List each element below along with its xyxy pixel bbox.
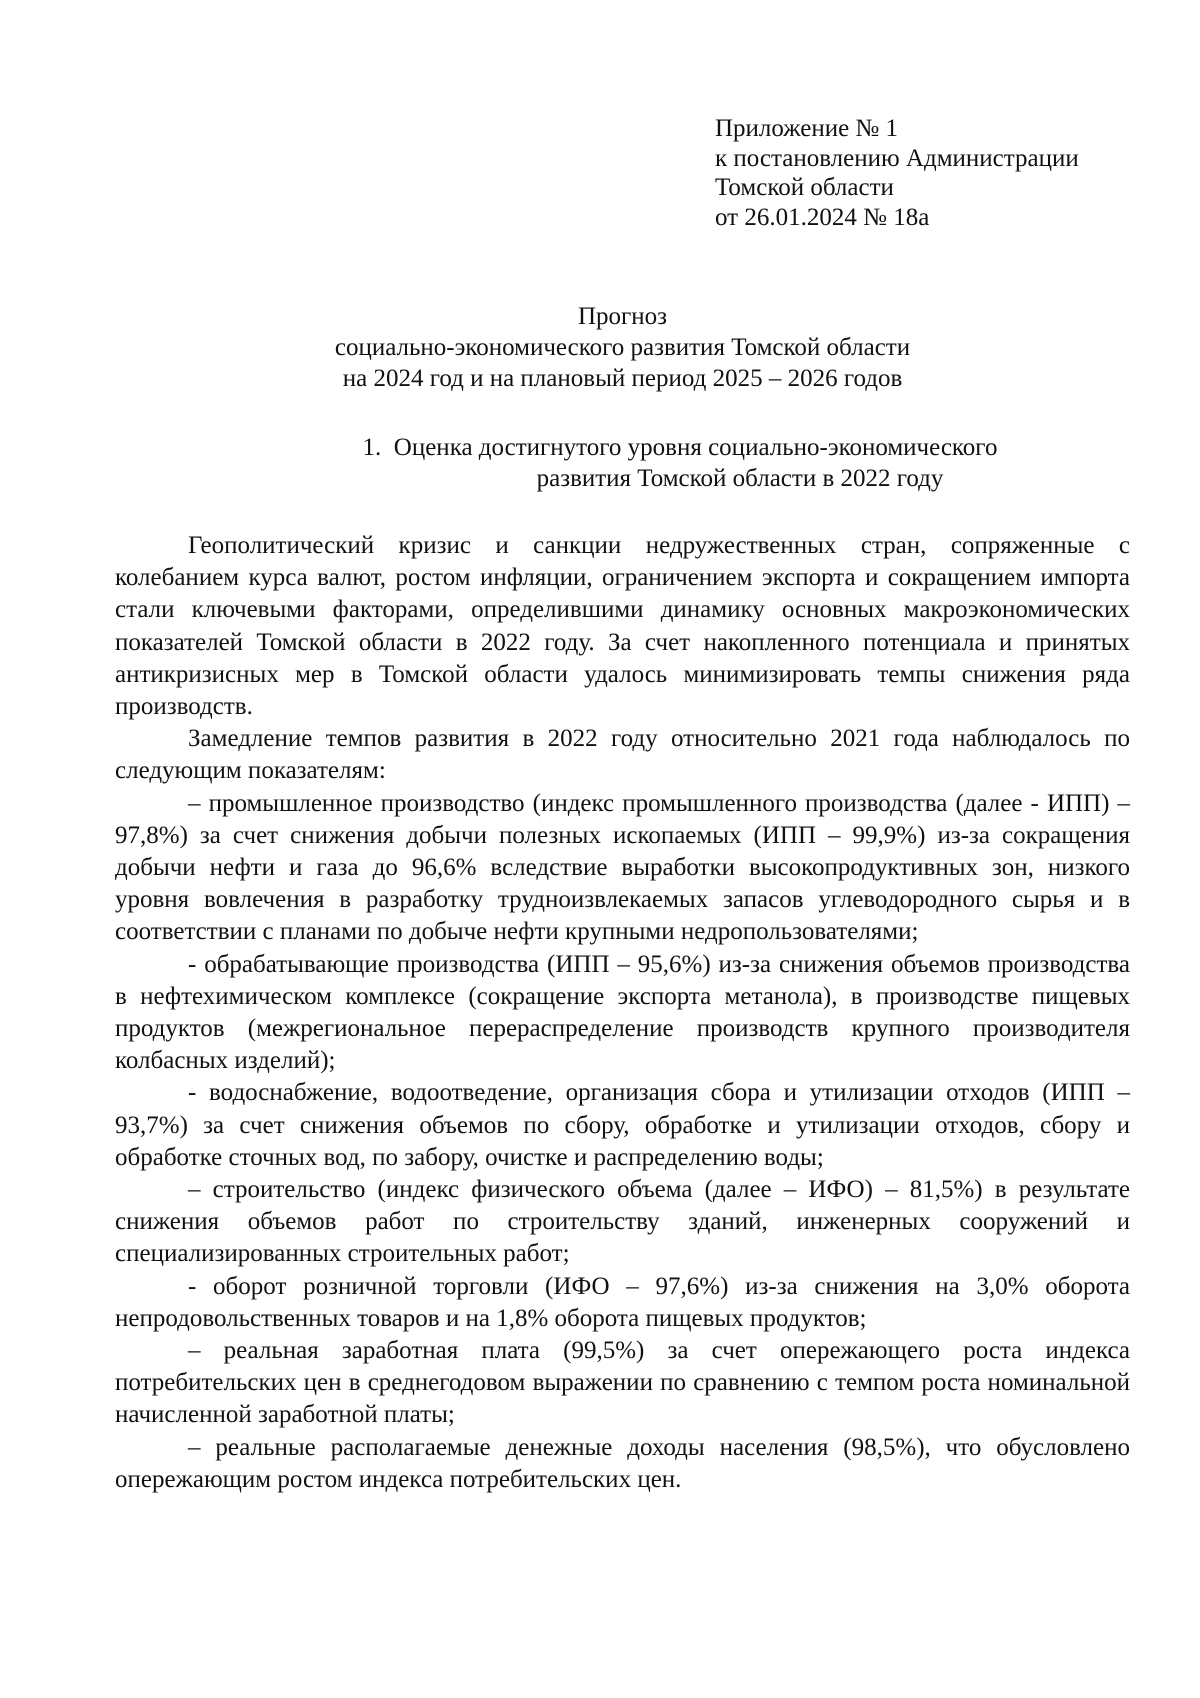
- attachment-line-3: Томской области: [715, 174, 894, 201]
- paragraph: Геополитический кризис и санкции недружественных стран, сопряженные с колебанием курса валют, ростом инфляции, ограничением экспорта и сокращением импорта стали ключевыми факторами, определившими динамику основных макроэкономических показателей Томской области в 2022 году. За счет накопленного потенциала и принятых антикризисных мер в Томской области удалось минимизировать темпы снижения ряда производств.: [115, 532, 1130, 721]
- section-title-line-2: развития Томской области в 2022 году: [536, 465, 944, 492]
- section-number: 1.: [362, 434, 382, 461]
- attachment-line-1: Приложение № 1: [715, 115, 899, 142]
- attachment-line-4: от 26.01.2024 № 18а: [715, 203, 930, 231]
- title-line-1: Прогноз: [577, 303, 668, 330]
- list-item: - водоснабжение, водоотведение, организация сбора и утилизации отходов (ИПП – 93,7%) за счет снижения объемов по сбору, обработке и утилизации отходов, сбору и обработке сточных вод, по забору, очистке и распределению воды;: [115, 1079, 1130, 1171]
- list-item: – промышленное производство (индекс промышленного производства (далее - ИПП) – 97,8%) за счет снижения добычи полезных ископаемых (ИПП – 99,9%) из-за сокращения добычи нефти и газа до 96,6% вследствие выработки высокопродуктивных зон, низкого уровня вовлечения в разработку трудноизвлекаемых запасов углеводородного сырья и в соответствии с планами по добыче нефти крупными недропользователями;: [115, 789, 1130, 946]
- title-line-2: социально-экономического развития Томской области: [334, 334, 911, 361]
- attachment-header: [715, 114, 1079, 232]
- list-item: – строительство (индекс физического объема (далее – ИФО) – 81,5%) в результате снижения объемов работ по строительству зданий, инженерных сооружений и специализированных строительных работ;: [115, 1176, 1130, 1268]
- list-item: – реальные располагаемые денежные доходы населения (98,5%), что обусловлено опережающим ростом индекса потребительских цен.: [115, 1433, 1130, 1493]
- document-body: [115, 530, 1130, 1496]
- attachment-line-2: к постановлению Администрации: [715, 144, 1079, 172]
- list-item: - обрабатывающие производства (ИПП – 95,6%) из-за снижения объемов производства в нефтехимическом комплексе (сокращение экспорта метанола), в производстве пищевых продуктов (межрегиональное перераспределение производств крупного производителя колбасных изделий);: [115, 950, 1130, 1075]
- list-item: – реальная заработная плата (99,5%) за счет опережающего роста индекса потребительских цен в среднегодовом выражении по сравнению с темпом роста номинальной начисленной заработной платы;: [115, 1337, 1130, 1429]
- section-title-line-1: Оценка достигнутого уровня социально-экономического: [393, 434, 998, 461]
- title-line-3: на 2024 год и на плановый период 2025 – 2026 годов: [342, 365, 903, 392]
- paragraph: Замедление темпов развития в 2022 году относительно 2021 года наблюдалось по следующим показателям:: [115, 725, 1130, 785]
- section-heading-line-1: [0, 432, 1200, 463]
- section-heading: [0, 432, 1200, 494]
- list-item: - оборот розничной торговли (ИФО – 97,6%) из-за снижения на 3,0% оборота непродовольственных товаров и на 1,8% оборота пищевых продуктов;: [115, 1272, 1130, 1332]
- document-title: [0, 301, 1200, 394]
